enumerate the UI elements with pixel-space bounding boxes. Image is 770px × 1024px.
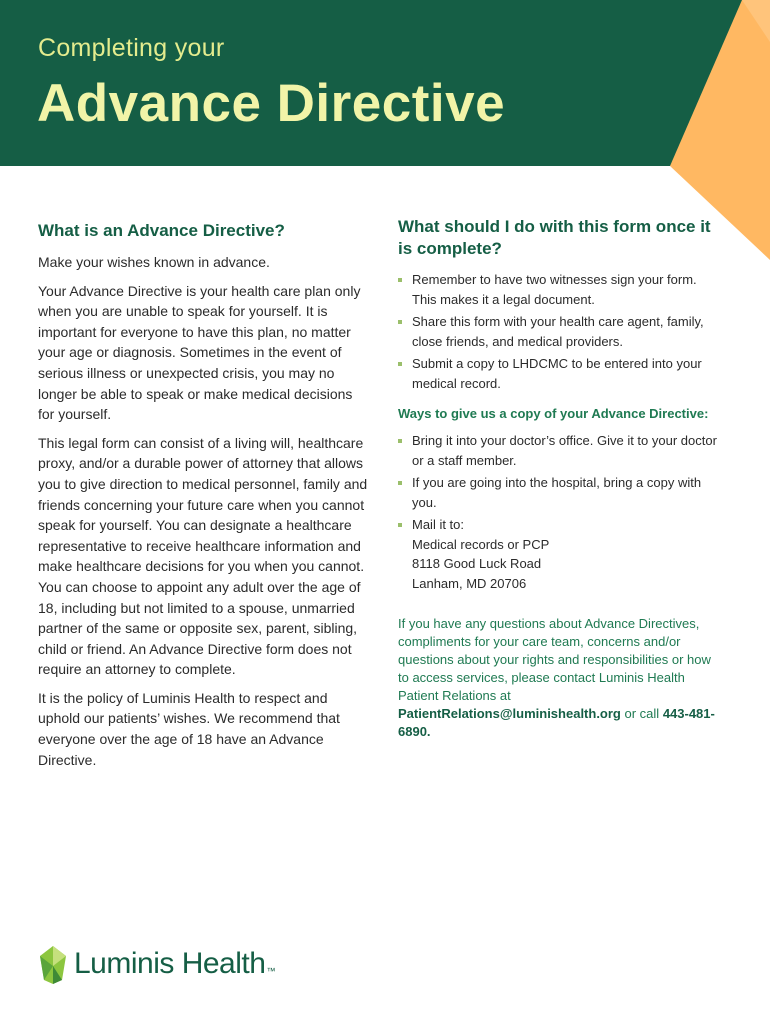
- bullet-icon: [398, 362, 402, 366]
- bullet-icon: [398, 320, 402, 324]
- trademark-symbol: ™: [266, 966, 276, 976]
- policy-paragraph: It is the policy of Luminis Health to respect and uphold our patients’ wishes. We recommend that everyone over the age of 18 have an Advance Directive.: [38, 689, 340, 768]
- right-column: [398, 216, 718, 741]
- completion-steps-list: [398, 270, 718, 393]
- intro-paragraph: Make your wishes known in advance.: [38, 254, 270, 270]
- list-item: [398, 515, 718, 593]
- luminis-leaf-icon: [38, 944, 68, 984]
- logo-wordmark: Luminis Health: [74, 947, 266, 980]
- left-column: [38, 220, 368, 778]
- contact-paragraph: If you have any questions about Advance Directives, compliments for your care team, concerns and/or questions about your rights and responsibilities or how to access services, please contact Luminis Health Patient Relations at PatientRelations@luminishealth.org or call 443-481-6890.: [398, 616, 715, 739]
- bullet-icon: [398, 439, 402, 443]
- luminis-health-logo: [38, 942, 275, 986]
- bullet-icon: [398, 278, 402, 282]
- ways-heading: Ways to give us a copy of your Advance Directive:: [398, 406, 709, 421]
- contact-email-link[interactable]: PatientRelations@luminishealth.org: [398, 706, 621, 721]
- list-item: Remember to have two witnesses sign your form. This makes it a legal document.: [398, 270, 718, 309]
- right-heading: What should I do with this form once it is complete?: [398, 217, 711, 258]
- bullet-icon: [398, 481, 402, 485]
- mailing-address: Mail it to: Medical records or PCP 8118 Good Luck Road Lanham, MD 20706: [412, 517, 550, 591]
- page-title: Advance Directive: [37, 74, 506, 133]
- header-banner: [0, 0, 770, 166]
- plan-paragraph: Your Advance Directive is your health care plan only when you are unable to speak for yourself. It is important for everyone to have this plan, no matter your age or diagnosis. Sometimes in the event of serious illness or unexpected crisis, you may no longer be able to speak or make medical decisions for yourself.: [38, 282, 361, 423]
- list-item: Bring it into your doctor’s office. Give it to your doctor or a staff member.: [398, 431, 718, 470]
- left-heading: What is an Advance Directive?: [38, 221, 285, 240]
- list-item: If you are going into the hospital, bring a copy with you.: [398, 473, 718, 512]
- list-item: Submit a copy to LHDCMC to be entered into your medical record.: [398, 354, 718, 393]
- bullet-icon: [398, 523, 402, 527]
- header-kicker: Completing your: [38, 34, 225, 62]
- contact-phone[interactable]: 443-481-6890.: [398, 706, 715, 739]
- legal-form-paragraph: This legal form can consist of a living will, healthcare proxy, and/or a durable power of attorney that allows you to give direction to medical personnel, family and friends concerning your future care when you cannot speak for yourself. You can designate a healthcare representative to receive healthcare information and make healthcare decisions for you when you cannot. You can choose to appoint any adult over the age of 18, including but not limited to a spouse, unmarried partner of the same or opposite sex, parent, sibling, child or friend. An Advance Directive form does not require an attorney to complete.: [38, 434, 368, 678]
- ways-list: [398, 431, 718, 593]
- list-item: Share this form with your health care agent, family, close friends, and medical providers.: [398, 312, 718, 351]
